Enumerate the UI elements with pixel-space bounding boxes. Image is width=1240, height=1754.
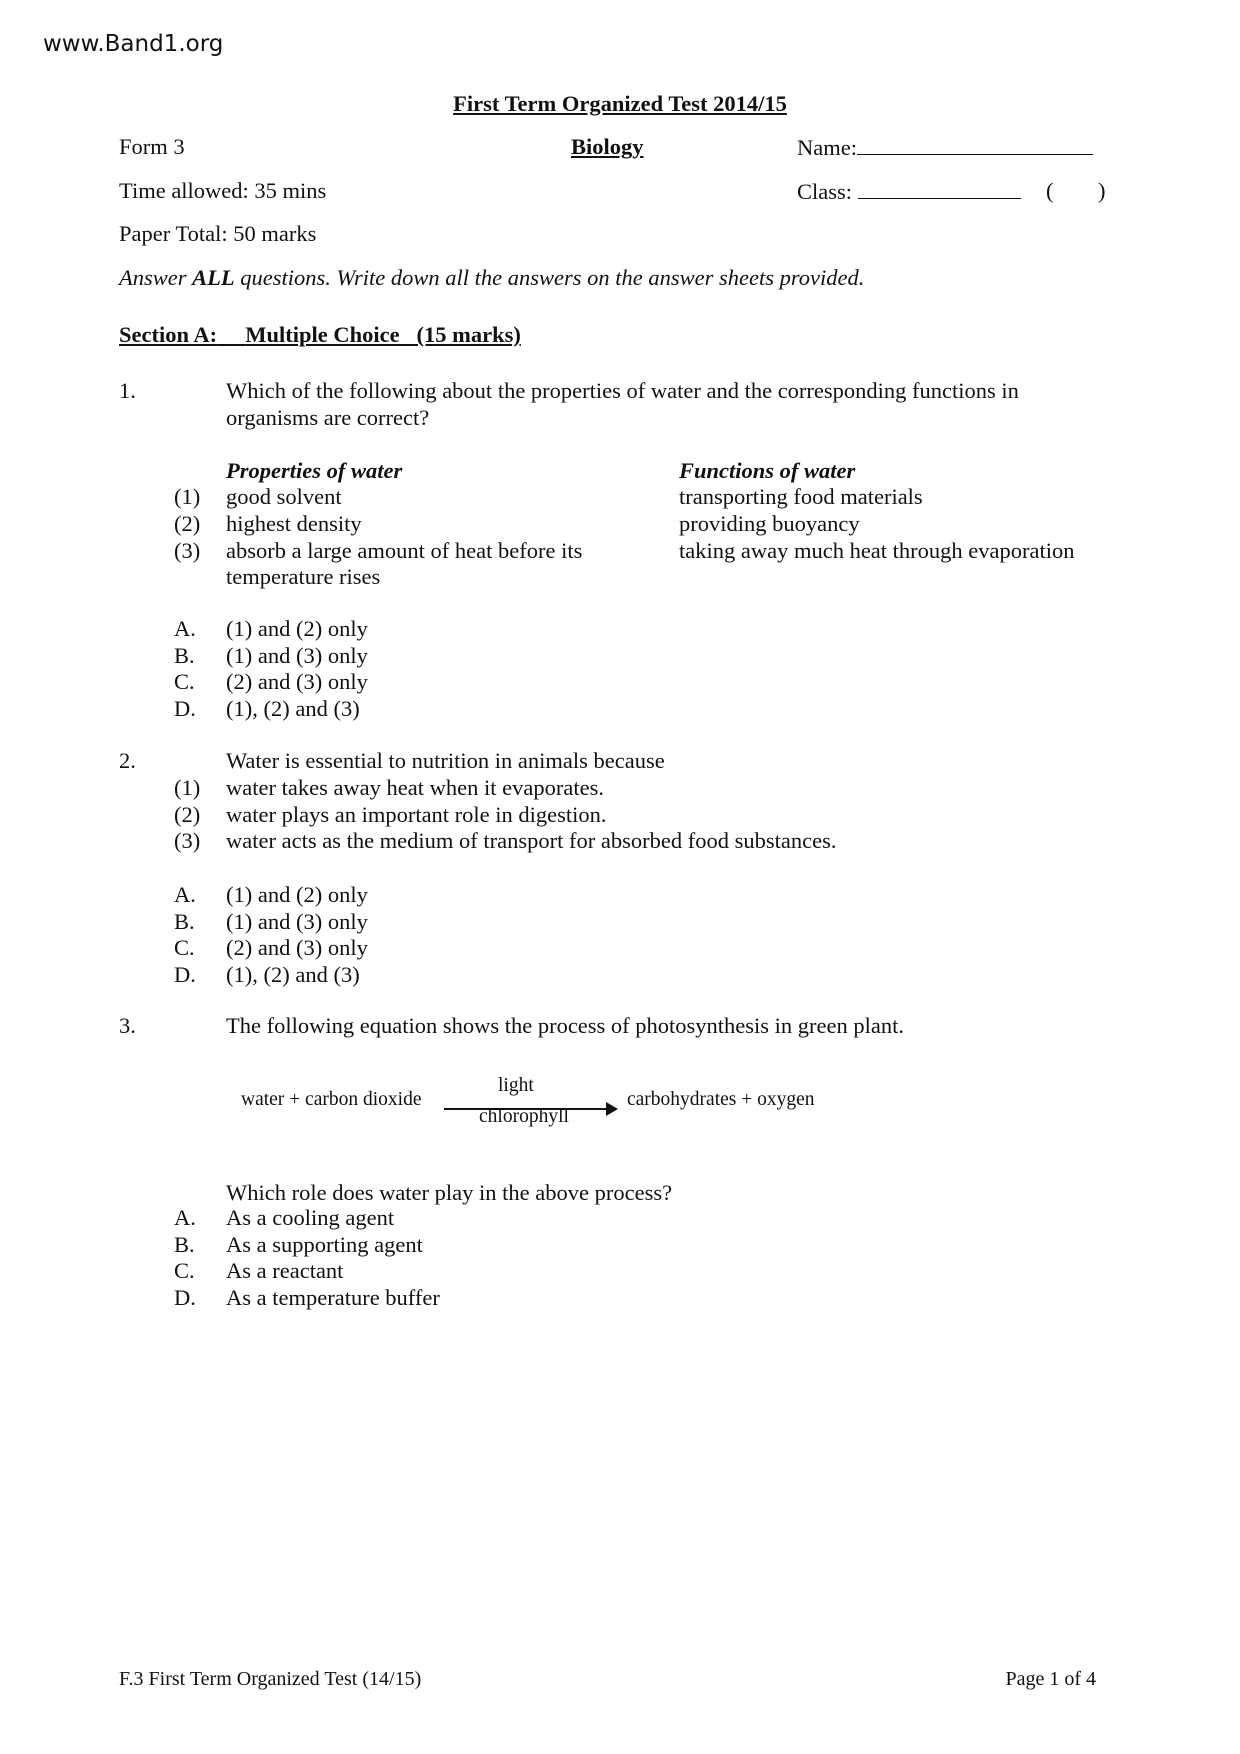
q2-statement: water plays an important role in digestion. — [226, 802, 607, 827]
q3-text: The following equation shows the process of photosynthesis in green plant. — [226, 1013, 905, 1038]
watermark: www.Band1.org — [43, 31, 224, 57]
page-number: Page 1 of 4 — [1005, 1668, 1096, 1690]
q1-option: (1) and (2) only — [226, 616, 368, 641]
q2-statement-num: (2) — [174, 802, 201, 827]
q2-statement: water acts as the medium of transport for absorbed food substances. — [226, 828, 837, 853]
q2-statement: water takes away heat when it evaporates. — [226, 775, 604, 800]
equation-condition-light: light — [498, 1075, 534, 1096]
equation-condition-chlorophyll: chlorophyll — [479, 1106, 569, 1127]
q1-option-letter: B. — [174, 643, 195, 668]
q1-number: 1. — [119, 378, 136, 403]
col-properties-heading: Properties of water — [226, 458, 403, 483]
col-functions-heading: Functions of water — [679, 458, 856, 483]
q1-row-num: (2) — [174, 511, 201, 536]
q3-number: 3. — [119, 1013, 136, 1038]
q2-option: (2) and (3) only — [226, 935, 368, 960]
class-field — [797, 178, 1021, 205]
q1-text: Which of the following about the properties of water and the corresponding functions in — [226, 378, 1019, 403]
q2-statement-num: (3) — [174, 828, 201, 853]
form-label: Form 3 — [119, 134, 185, 159]
q1-option: (2) and (3) only — [226, 669, 368, 694]
paren-open: ( — [1046, 178, 1054, 203]
q3-option: As a cooling agent — [226, 1205, 395, 1230]
q2-option: (1) and (3) only — [226, 909, 368, 934]
q3-option-letter: B. — [174, 1232, 195, 1257]
q2-statement-num: (1) — [174, 775, 201, 800]
q3-option-letter: D. — [174, 1285, 196, 1310]
page-title: First Term Organized Test 2014/15 — [453, 91, 787, 116]
q3-option-letter: C. — [174, 1258, 195, 1283]
q2-option-letter: C. — [174, 935, 195, 960]
q1-row-num: (3) — [174, 538, 201, 563]
instructions: Answer ALL questions. Write down all the answers on the answer sheets provided. — [119, 265, 865, 290]
subject-label: Biology — [571, 134, 644, 159]
q1-option-letter: A. — [174, 616, 196, 641]
q1-row-property: good solvent — [226, 484, 342, 509]
class-blank — [858, 178, 1021, 199]
q3-question: Which role does water play in the above process? — [226, 1180, 673, 1205]
q1-row-function: transporting food materials — [679, 484, 923, 509]
q1-row-function: providing buoyancy — [679, 511, 860, 536]
class-label: Class: — [797, 179, 853, 204]
section-heading: Section A: Multiple Choice (15 marks) — [119, 322, 521, 347]
name-label: Name: — [797, 135, 857, 160]
q1-row-num: (1) — [174, 484, 201, 509]
q2-option: (1), (2) and (3) — [226, 962, 360, 987]
q1-row-property: highest density — [226, 511, 362, 536]
q1-row-property-line2: temperature rises — [226, 564, 381, 589]
q1-row-function: taking away much heat through evaporation — [679, 538, 1075, 563]
q2-option-letter: B. — [174, 909, 195, 934]
paren-close: ) — [1098, 178, 1106, 203]
q1-option: (1), (2) and (3) — [226, 696, 360, 721]
q1-text-line2: organisms are correct? — [226, 405, 430, 430]
time-allowed: Time allowed: 35 mins — [119, 178, 327, 203]
q1-row-property: absorb a large amount of heat before its — [226, 538, 583, 563]
footer-title: F.3 First Term Organized Test (14/15) — [119, 1668, 422, 1690]
q3-option: As a reactant — [226, 1258, 344, 1283]
q2-option-letter: D. — [174, 962, 196, 987]
q2-text: Water is essential to nutrition in animals because — [226, 748, 665, 773]
name-blank — [857, 134, 1093, 155]
q3-option: As a temperature buffer — [226, 1285, 440, 1310]
q1-option: (1) and (3) only — [226, 643, 368, 668]
q3-option: As a supporting agent — [226, 1232, 423, 1257]
q1-option-letter: C. — [174, 669, 195, 694]
q3-option-letter: A. — [174, 1205, 196, 1230]
equation-reactants: water + carbon dioxide — [241, 1089, 422, 1110]
name-field — [797, 134, 1093, 161]
q2-option: (1) and (2) only — [226, 882, 368, 907]
q1-option-letter: D. — [174, 696, 196, 721]
q2-number: 2. — [119, 748, 136, 773]
paper-total: Paper Total: 50 marks — [119, 221, 317, 246]
equation-products: carbohydrates + oxygen — [627, 1089, 815, 1110]
q2-option-letter: A. — [174, 882, 196, 907]
